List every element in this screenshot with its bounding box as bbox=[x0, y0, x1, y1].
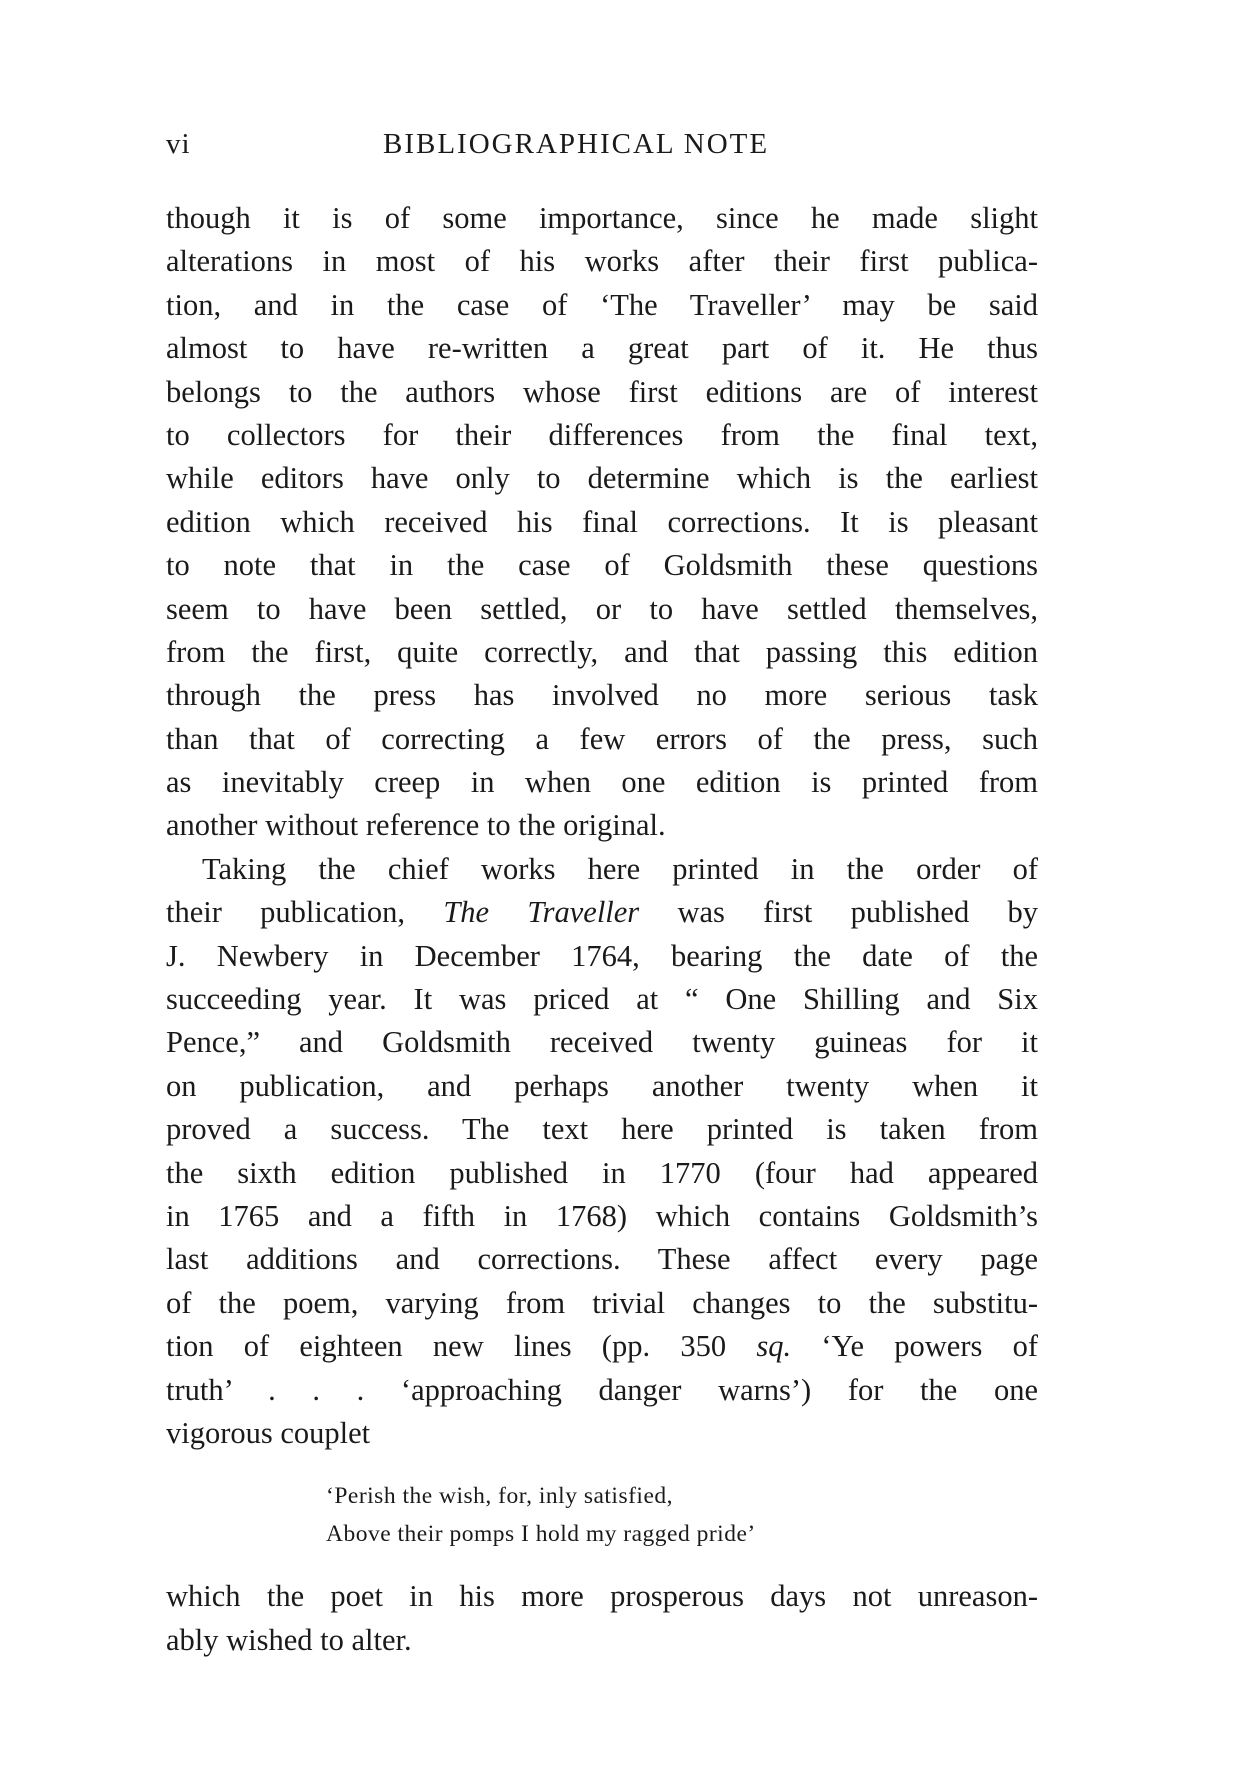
book-title-italic: The Traveller bbox=[443, 895, 640, 930]
text-line: in 1765 and a fifth in 1768) which contains Goldsmith’s bbox=[166, 1198, 1038, 1233]
text-line: though it is of some importance, since he made slight bbox=[166, 201, 1038, 235]
text-line bbox=[166, 891, 1038, 934]
text-line: to note that in the case of Goldsmith these questions bbox=[166, 548, 1038, 583]
text-line: truth’ . . . ‘approaching danger warns’) for the one bbox=[166, 1372, 1038, 1407]
text-line: vigorous couplet bbox=[166, 1415, 371, 1450]
verse-quotation bbox=[326, 1477, 886, 1553]
text-line: seem to have been settled, or to have settled themselves, bbox=[166, 591, 1038, 626]
text-line: Taking the chief works here printed in the order of bbox=[202, 851, 1038, 886]
text-line: on publication, and perhaps another twenty when it bbox=[166, 1068, 1038, 1103]
text-span: their publication, bbox=[166, 895, 444, 930]
text-line: belongs to the authors whose first editions are of interest bbox=[166, 374, 1038, 409]
page-number: vi bbox=[166, 128, 191, 160]
text-line: as inevitably creep in when one edition is printed from bbox=[166, 765, 1038, 800]
paragraph-1 bbox=[166, 197, 1038, 848]
text-span: tion of eighteen new lines (pp. 350 bbox=[166, 1329, 757, 1364]
text-line: J. Newbery in December 1764, bearing the date of the bbox=[166, 938, 1038, 973]
text-line: almost to have re-written a great part of it. He thus bbox=[166, 331, 1038, 366]
text-line: than that of correcting a few errors of the press, such bbox=[166, 721, 1038, 756]
paragraph-3 bbox=[166, 1575, 1038, 1662]
text-line: the sixth edition published in 1770 (four had appeared bbox=[166, 1155, 1038, 1190]
text-line: while editors have only to determine which is the earliest bbox=[166, 461, 1038, 496]
running-head: BIBLIOGRAPHICAL NOTE bbox=[383, 128, 770, 160]
text-line: of the poem, varying from trivial changes to the substitu- bbox=[166, 1285, 1038, 1320]
text-span: ‘Ye powers of bbox=[791, 1329, 1038, 1364]
text-span: was first published by bbox=[639, 895, 1038, 930]
text-line: alterations in most of his works after their first publica- bbox=[166, 244, 1038, 279]
text-line: succeeding year. It was priced at “ One Shilling and Six bbox=[166, 982, 1038, 1017]
text-line: last additions and corrections. These affect every page bbox=[166, 1242, 1038, 1277]
text-line bbox=[166, 1325, 1038, 1368]
text-line: edition which received his final corrections. It is pleasant bbox=[166, 504, 1038, 539]
text-line: Pence,” and Goldsmith received twenty guineas for it bbox=[166, 1025, 1038, 1060]
sq-italic: sq. bbox=[756, 1329, 792, 1364]
text-line: another without reference to the original. bbox=[166, 808, 666, 843]
text-line: proved a success. The text here printed is taken from bbox=[166, 1112, 1038, 1147]
text-line: from the first, quite correctly, and that passing this edition bbox=[166, 634, 1038, 669]
body-text bbox=[166, 197, 1038, 1662]
text-line: through the press has involved no more serious task bbox=[166, 678, 1038, 713]
text-line: ably wished to alter. bbox=[166, 1622, 412, 1657]
text-line: tion, and in the case of ‘The Traveller’ may be said bbox=[166, 287, 1038, 322]
text-line: to collectors for their differences from the final text, bbox=[166, 417, 1038, 452]
paragraph-2 bbox=[166, 848, 1038, 1455]
text-line: which the poet in his more prosperous days not unreason- bbox=[166, 1579, 1038, 1614]
verse-line: ‘Perish the wish, for, inly satisfied, bbox=[326, 1483, 674, 1510]
page-header bbox=[166, 128, 1041, 168]
verse-line: Above their pomps I hold my ragged pride’ bbox=[326, 1521, 756, 1548]
